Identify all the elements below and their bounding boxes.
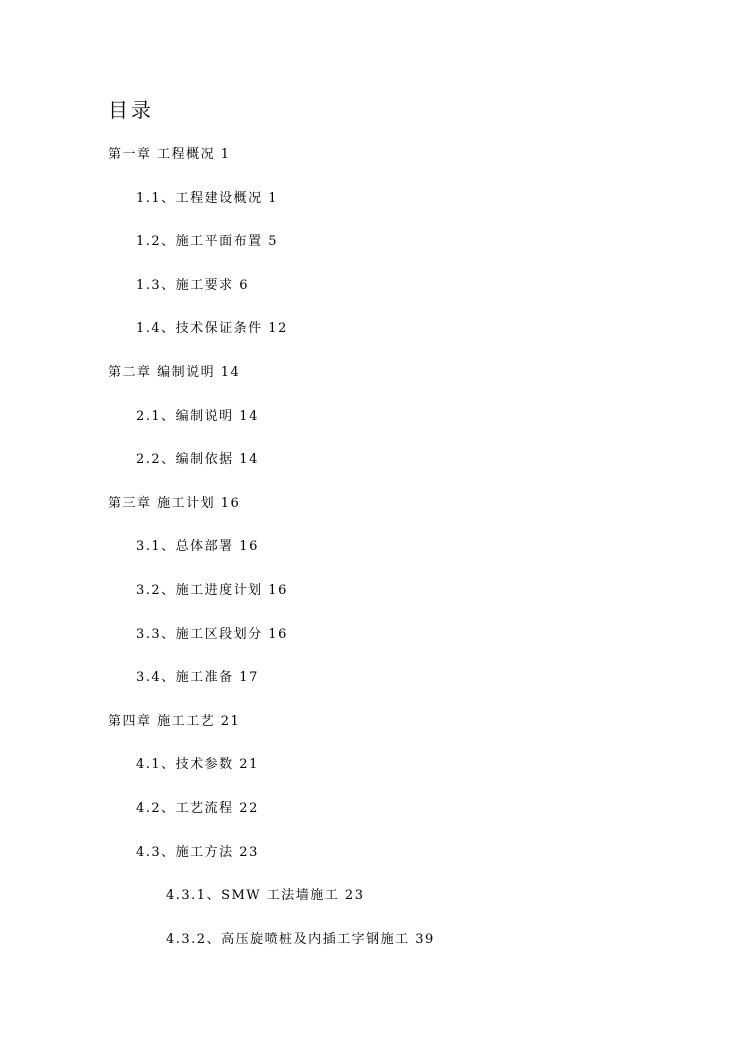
toc-entry[interactable]: 2.1、编制说明 14 (136, 409, 259, 424)
toc-entry[interactable]: 1.3、施工要求 6 (136, 278, 250, 293)
toc-entry[interactable]: 3.3、施工区段划分 16 (136, 627, 288, 642)
toc-entry[interactable]: 4.2、工艺流程 22 (136, 801, 259, 816)
toc-entry[interactable]: 3.2、施工进度计划 16 (136, 583, 288, 598)
toc-entry[interactable]: 第三章 施工计划 16 (108, 496, 241, 511)
toc-entry[interactable]: 4.3、施工方法 23 (136, 845, 259, 860)
toc-entry[interactable]: 第四章 施工工艺 21 (108, 714, 241, 729)
toc-entry[interactable]: 3.1、总体部署 16 (136, 539, 259, 554)
toc-entry[interactable]: 4.1、技术参数 21 (136, 757, 259, 772)
toc-entry[interactable]: 第一章 工程概况 1 (108, 147, 231, 162)
toc-entry[interactable]: 1.4、技术保证条件 12 (136, 321, 288, 336)
toc-entry[interactable]: 2.2、编制依据 14 (136, 452, 259, 467)
toc-entry[interactable]: 第二章 编制说明 14 (108, 365, 241, 380)
toc-entry[interactable]: 3.4、施工准备 17 (136, 670, 259, 685)
toc-entry[interactable]: 1.2、施工平面布置 5 (136, 234, 279, 249)
toc-entry[interactable]: 4.3.1、SMW 工法墙施工 23 (166, 888, 365, 903)
toc-entry[interactable]: 1.1、工程建设概况 1 (136, 191, 279, 206)
toc-title: 目录 (108, 98, 154, 122)
toc-entry[interactable]: 4.3.2、高压旋喷桩及内插工字钢施工 39 (166, 932, 435, 947)
